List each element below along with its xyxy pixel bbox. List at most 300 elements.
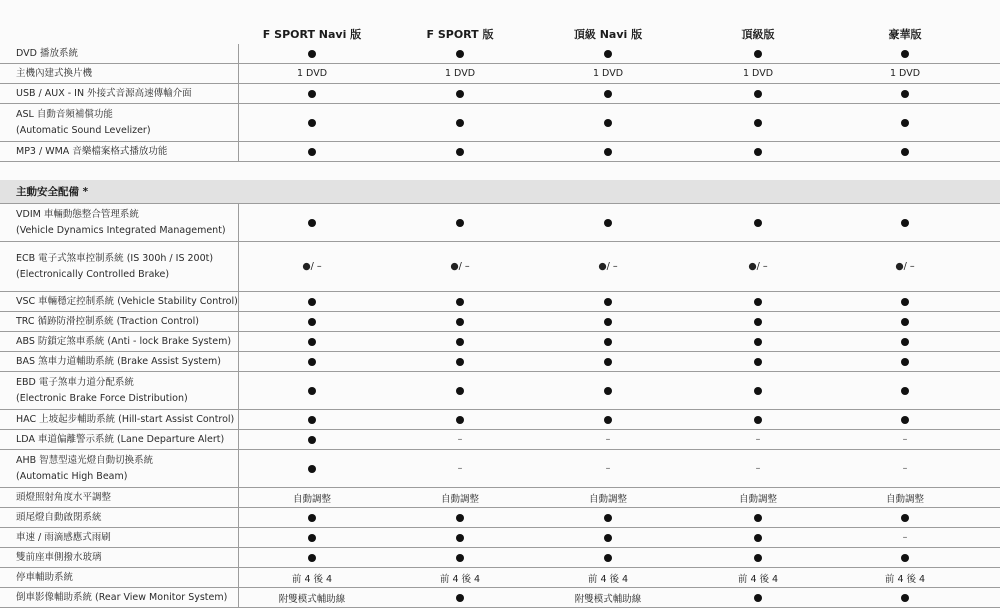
col-header-premium: 頂級版 bbox=[741, 28, 775, 41]
row-label-main: EBD 電子煞車力道分配系統 bbox=[16, 376, 134, 388]
row-label bbox=[16, 410, 238, 429]
column-divider bbox=[238, 450, 239, 487]
table-cell bbox=[835, 508, 975, 527]
col-header-fsport: F SPORT 版 bbox=[426, 28, 494, 41]
table-cell bbox=[538, 104, 678, 141]
cell-value: 1 DVD bbox=[742, 68, 774, 79]
row-label bbox=[16, 548, 238, 567]
standard-dot-icon bbox=[308, 514, 316, 522]
row-label bbox=[16, 104, 238, 141]
standard-dot-icon bbox=[901, 90, 909, 98]
table-cell bbox=[538, 204, 678, 241]
cell-value: 1 DVD bbox=[889, 68, 921, 79]
table-cell bbox=[390, 372, 530, 409]
cell-value: ●/ – bbox=[895, 261, 915, 272]
standard-dot-icon bbox=[308, 465, 316, 473]
cell-value: 前 4 後 4 bbox=[587, 573, 629, 585]
standard-dot-icon bbox=[901, 298, 909, 306]
table-cell bbox=[538, 372, 678, 409]
not-available-dash: – bbox=[755, 434, 761, 445]
standard-dot-icon bbox=[308, 219, 316, 227]
standard-dot-icon bbox=[754, 387, 762, 395]
row-label bbox=[16, 332, 238, 351]
row-label bbox=[16, 204, 238, 241]
table-cell bbox=[835, 548, 975, 567]
table-cell bbox=[688, 410, 828, 429]
table-cell bbox=[390, 528, 530, 547]
table-cell bbox=[688, 568, 828, 587]
not-available-dash: – bbox=[457, 434, 463, 445]
column-divider bbox=[238, 64, 239, 83]
table-cell bbox=[688, 242, 828, 291]
standard-dot-icon bbox=[901, 219, 909, 227]
column-divider bbox=[238, 142, 239, 161]
table-cell bbox=[538, 64, 678, 83]
standard-dot-icon bbox=[308, 298, 316, 306]
table-cell bbox=[835, 204, 975, 241]
table-cell bbox=[688, 292, 828, 311]
table-cell bbox=[538, 292, 678, 311]
table-cell bbox=[835, 568, 975, 587]
table-cell bbox=[538, 548, 678, 567]
row-label-main: 車速 / 雨滴感應式雨刷 bbox=[16, 531, 111, 543]
row-label bbox=[16, 44, 238, 63]
standard-dot-icon bbox=[308, 387, 316, 395]
cell-value: 前 4 後 4 bbox=[884, 573, 926, 585]
table-cell bbox=[835, 142, 975, 161]
column-divider bbox=[238, 352, 239, 371]
standard-dot-icon bbox=[754, 298, 762, 306]
cell-value: 附雙模式輔助線 bbox=[278, 593, 346, 605]
table-row bbox=[0, 332, 1000, 352]
table-row bbox=[0, 84, 1000, 104]
table-row bbox=[0, 352, 1000, 372]
table-row bbox=[0, 548, 1000, 568]
cell-value: ●/ – bbox=[598, 261, 618, 272]
table-cell bbox=[242, 488, 382, 507]
table-row bbox=[0, 64, 1000, 84]
table-cell bbox=[242, 84, 382, 103]
table-cell bbox=[390, 332, 530, 351]
table-cell bbox=[688, 142, 828, 161]
standard-dot-icon bbox=[754, 50, 762, 58]
standard-dot-icon bbox=[308, 119, 316, 127]
table-cell bbox=[390, 352, 530, 371]
cell-value: 1 DVD bbox=[296, 68, 328, 79]
cell-value: 自動調整 bbox=[738, 493, 777, 505]
cell-value: 自動調整 bbox=[588, 493, 627, 505]
standard-dot-icon bbox=[604, 318, 612, 326]
column-divider bbox=[238, 104, 239, 141]
table-cell bbox=[242, 548, 382, 567]
column-divider bbox=[238, 508, 239, 527]
table-row bbox=[0, 142, 1000, 162]
table-cell bbox=[538, 410, 678, 429]
table-row bbox=[0, 242, 1000, 292]
table-cell bbox=[242, 352, 382, 371]
table-cell bbox=[835, 292, 975, 311]
table-cell bbox=[242, 372, 382, 409]
standard-dot-icon bbox=[604, 416, 612, 424]
cell-value: 自動調整 bbox=[885, 493, 924, 505]
table-row bbox=[0, 568, 1000, 588]
row-label-main: DVD 播放系統 bbox=[16, 47, 78, 59]
standard-dot-icon bbox=[754, 219, 762, 227]
table-cell bbox=[835, 44, 975, 63]
row-label-main: ASL 自動音頻補償功能 bbox=[16, 108, 113, 120]
table-cell bbox=[538, 84, 678, 103]
cell-value: 自動調整 bbox=[292, 493, 331, 505]
standard-dot-icon bbox=[901, 338, 909, 346]
standard-dot-icon bbox=[308, 90, 316, 98]
table-cell bbox=[538, 312, 678, 331]
table-cell bbox=[688, 44, 828, 63]
table-cell bbox=[242, 292, 382, 311]
table-cell bbox=[538, 508, 678, 527]
table-cell bbox=[688, 488, 828, 507]
table-cell bbox=[835, 588, 975, 607]
table-cell bbox=[688, 430, 828, 449]
row-label-sub: (Vehicle Dynamics Integrated Management) bbox=[16, 224, 226, 236]
table-row bbox=[0, 44, 1000, 64]
table-row bbox=[0, 312, 1000, 332]
table-cell bbox=[688, 312, 828, 331]
table-cell bbox=[390, 84, 530, 103]
table-cell bbox=[538, 44, 678, 63]
table-cell bbox=[835, 332, 975, 351]
column-divider bbox=[238, 372, 239, 409]
standard-dot-icon bbox=[456, 358, 464, 366]
table-cell bbox=[390, 588, 530, 607]
table-cell bbox=[688, 104, 828, 141]
column-divider bbox=[238, 430, 239, 449]
table-cell bbox=[835, 242, 975, 291]
row-label-sub: (Automatic High Beam) bbox=[16, 470, 128, 482]
row-label-main: HAC 上坡起步輔助系統 (Hill-start Assist Control) bbox=[16, 413, 235, 425]
row-label bbox=[16, 142, 238, 161]
standard-dot-icon bbox=[754, 554, 762, 562]
standard-dot-icon bbox=[604, 219, 612, 227]
table-cell bbox=[390, 204, 530, 241]
row-label-main: 主機內建式換片機 bbox=[16, 67, 93, 79]
standard-dot-icon bbox=[754, 90, 762, 98]
table-cell bbox=[688, 450, 828, 487]
standard-dot-icon bbox=[456, 318, 464, 326]
row-label bbox=[16, 242, 238, 291]
row-label bbox=[16, 568, 238, 587]
table-cell bbox=[390, 44, 530, 63]
row-label-main: ECB 電子式煞車控制系統 (IS 300h / IS 200t) bbox=[16, 252, 214, 264]
table-cell bbox=[242, 332, 382, 351]
table-cell bbox=[538, 528, 678, 547]
table-cell bbox=[538, 430, 678, 449]
table-cell bbox=[390, 312, 530, 331]
table-row bbox=[0, 588, 1000, 608]
table-cell bbox=[242, 568, 382, 587]
standard-dot-icon bbox=[901, 358, 909, 366]
not-available-dash: – bbox=[902, 463, 908, 474]
column-divider bbox=[238, 588, 239, 607]
row-label-main: 停車輔助系統 bbox=[16, 571, 74, 583]
standard-dot-icon bbox=[754, 318, 762, 326]
table-cell bbox=[390, 410, 530, 429]
table-cell bbox=[390, 104, 530, 141]
standard-dot-icon bbox=[456, 554, 464, 562]
standard-dot-icon bbox=[456, 50, 464, 58]
cell-value: 1 DVD bbox=[444, 68, 476, 79]
table-cell bbox=[242, 588, 382, 607]
table-cell bbox=[390, 430, 530, 449]
table-cell bbox=[538, 332, 678, 351]
row-label-main: 頭燈照射角度水平調整 bbox=[16, 491, 112, 503]
table-row bbox=[0, 292, 1000, 312]
table-cell bbox=[688, 508, 828, 527]
cell-value: ●/ – bbox=[450, 261, 470, 272]
cell-value: 1 DVD bbox=[592, 68, 624, 79]
standard-dot-icon bbox=[456, 416, 464, 424]
cell-value: ●/ – bbox=[748, 261, 768, 272]
table-row bbox=[0, 488, 1000, 508]
column-header bbox=[0, 0, 1000, 44]
table-row bbox=[0, 104, 1000, 142]
table-cell bbox=[688, 352, 828, 371]
table-cell bbox=[688, 528, 828, 547]
row-label bbox=[16, 312, 238, 331]
column-divider bbox=[238, 84, 239, 103]
table-cell bbox=[688, 84, 828, 103]
table-cell bbox=[835, 450, 975, 487]
table-cell bbox=[242, 508, 382, 527]
standard-dot-icon bbox=[604, 534, 612, 542]
table-cell bbox=[242, 430, 382, 449]
table-cell bbox=[242, 312, 382, 331]
standard-dot-icon bbox=[456, 148, 464, 156]
table-cell bbox=[242, 450, 382, 487]
column-divider bbox=[238, 204, 239, 241]
table-row bbox=[0, 508, 1000, 528]
row-label bbox=[16, 292, 238, 311]
row-label-main: BAS 煞車力道輔助系統 (Brake Assist System) bbox=[16, 355, 221, 367]
row-label-sub: (Electronic Brake Force Distribution) bbox=[16, 392, 188, 404]
table-cell bbox=[242, 142, 382, 161]
standard-dot-icon bbox=[456, 338, 464, 346]
row-label-main: USB / AUX - IN 外接式音源高速傳輸介面 bbox=[16, 87, 192, 99]
row-label-main: AHB 智慧型遠光燈自動切換系統 bbox=[16, 454, 154, 466]
row-label-main: 頭尾燈自動啟閉系統 bbox=[16, 511, 102, 523]
standard-dot-icon bbox=[456, 514, 464, 522]
table-cell bbox=[242, 528, 382, 547]
row-label bbox=[16, 372, 238, 409]
table-row bbox=[0, 204, 1000, 242]
table-cell bbox=[835, 84, 975, 103]
standard-dot-icon bbox=[456, 90, 464, 98]
table-cell bbox=[538, 242, 678, 291]
table-cell bbox=[835, 488, 975, 507]
standard-dot-icon bbox=[308, 436, 316, 444]
table-cell bbox=[538, 588, 678, 607]
standard-dot-icon bbox=[308, 148, 316, 156]
row-label bbox=[16, 430, 238, 449]
not-available-dash: – bbox=[457, 463, 463, 474]
standard-dot-icon bbox=[604, 50, 612, 58]
table-cell bbox=[390, 508, 530, 527]
cell-value: 自動調整 bbox=[440, 493, 479, 505]
row-label bbox=[16, 528, 238, 547]
table-cell bbox=[390, 548, 530, 567]
row-label-main: ABS 防鎖定煞車系統 (Anti - lock Brake System) bbox=[16, 335, 232, 347]
row-label bbox=[16, 588, 238, 607]
table-cell bbox=[835, 410, 975, 429]
section-title: 主動安全配備 * bbox=[16, 186, 89, 198]
standard-dot-icon bbox=[901, 148, 909, 156]
spec-table bbox=[0, 44, 1000, 608]
row-label bbox=[16, 508, 238, 527]
standard-dot-icon bbox=[308, 416, 316, 424]
standard-dot-icon bbox=[308, 318, 316, 326]
table-cell bbox=[835, 64, 975, 83]
standard-dot-icon bbox=[604, 387, 612, 395]
column-divider bbox=[238, 312, 239, 331]
row-label bbox=[16, 64, 238, 83]
table-row bbox=[0, 372, 1000, 410]
standard-dot-icon bbox=[604, 514, 612, 522]
standard-dot-icon bbox=[754, 119, 762, 127]
standard-dot-icon bbox=[901, 119, 909, 127]
table-cell bbox=[835, 528, 975, 547]
table-cell bbox=[688, 548, 828, 567]
table-cell bbox=[688, 372, 828, 409]
standard-dot-icon bbox=[604, 90, 612, 98]
column-divider bbox=[238, 410, 239, 429]
table-cell bbox=[538, 352, 678, 371]
table-cell bbox=[688, 64, 828, 83]
table-cell bbox=[390, 64, 530, 83]
standard-dot-icon bbox=[604, 298, 612, 306]
standard-dot-icon bbox=[308, 358, 316, 366]
cell-value: 附雙模式輔助線 bbox=[574, 593, 642, 605]
row-label bbox=[16, 352, 238, 371]
standard-dot-icon bbox=[456, 594, 464, 602]
row-label-sub: (Automatic Sound Levelizer) bbox=[16, 124, 151, 136]
table-cell bbox=[242, 64, 382, 83]
standard-dot-icon bbox=[456, 219, 464, 227]
standard-dot-icon bbox=[901, 554, 909, 562]
table-cell bbox=[538, 488, 678, 507]
standard-dot-icon bbox=[308, 534, 316, 542]
column-divider bbox=[238, 44, 239, 63]
col-header-luxury: 豪華版 bbox=[888, 28, 922, 41]
table-cell bbox=[390, 568, 530, 587]
table-cell bbox=[390, 488, 530, 507]
column-divider bbox=[238, 242, 239, 291]
not-available-dash: – bbox=[902, 532, 908, 543]
standard-dot-icon bbox=[754, 148, 762, 156]
standard-dot-icon bbox=[754, 416, 762, 424]
row-label-main: 倒車影像輔助系統 (Rear View Monitor System) bbox=[16, 591, 228, 603]
table-cell bbox=[835, 372, 975, 409]
table-row bbox=[0, 528, 1000, 548]
table-row bbox=[0, 410, 1000, 430]
table-cell bbox=[390, 142, 530, 161]
standard-dot-icon bbox=[901, 387, 909, 395]
standard-dot-icon bbox=[308, 554, 316, 562]
standard-dot-icon bbox=[901, 594, 909, 602]
standard-dot-icon bbox=[754, 594, 762, 602]
table-cell bbox=[242, 410, 382, 429]
table-cell bbox=[835, 430, 975, 449]
col-header-premium-navi: 頂級 Navi 版 bbox=[573, 28, 643, 41]
table-cell bbox=[538, 568, 678, 587]
table-cell bbox=[688, 204, 828, 241]
table-cell bbox=[242, 204, 382, 241]
row-label-main: VSC 車輛穩定控制系統 (Vehicle Stability Control) bbox=[16, 295, 238, 307]
standard-dot-icon bbox=[754, 514, 762, 522]
standard-dot-icon bbox=[901, 416, 909, 424]
col-header-fsport-navi: F SPORT Navi 版 bbox=[262, 28, 362, 41]
standard-dot-icon bbox=[308, 50, 316, 58]
cell-value: ●/ – bbox=[302, 261, 322, 272]
row-label-main: VDIM 車輛動態整合管理系統 bbox=[16, 208, 139, 220]
standard-dot-icon bbox=[604, 338, 612, 346]
table-cell bbox=[538, 142, 678, 161]
table-cell bbox=[242, 104, 382, 141]
standard-dot-icon bbox=[308, 338, 316, 346]
standard-dot-icon bbox=[754, 338, 762, 346]
standard-dot-icon bbox=[754, 534, 762, 542]
standard-dot-icon bbox=[754, 358, 762, 366]
column-divider bbox=[238, 568, 239, 587]
table-cell bbox=[390, 292, 530, 311]
row-label-main: TRC 循跡防滑控制系統 (Traction Control) bbox=[16, 315, 199, 327]
column-divider bbox=[238, 548, 239, 567]
column-divider bbox=[238, 292, 239, 311]
row-label-sub: (Electronically Controlled Brake) bbox=[16, 268, 170, 280]
standard-dot-icon bbox=[456, 534, 464, 542]
row-label-main: 雙前座車側撥水玻璃 bbox=[16, 551, 102, 563]
table-cell bbox=[242, 242, 382, 291]
row-label-main: LDA 車道偏離警示系統 (Lane Departure Alert) bbox=[16, 433, 225, 445]
standard-dot-icon bbox=[901, 318, 909, 326]
standard-dot-icon bbox=[604, 119, 612, 127]
table-cell bbox=[835, 352, 975, 371]
cell-value: 前 4 後 4 bbox=[439, 573, 481, 585]
table-cell bbox=[390, 450, 530, 487]
table-row bbox=[0, 450, 1000, 488]
standard-dot-icon bbox=[604, 358, 612, 366]
table-cell bbox=[390, 242, 530, 291]
standard-dot-icon bbox=[456, 298, 464, 306]
standard-dot-icon bbox=[456, 387, 464, 395]
table-cell bbox=[688, 332, 828, 351]
table-cell bbox=[835, 312, 975, 331]
table-cell bbox=[242, 44, 382, 63]
row-label bbox=[16, 450, 238, 487]
standard-dot-icon bbox=[604, 554, 612, 562]
table-cell bbox=[538, 450, 678, 487]
not-available-dash: – bbox=[755, 463, 761, 474]
row-label bbox=[16, 84, 238, 103]
row-label bbox=[16, 488, 238, 507]
standard-dot-icon bbox=[901, 514, 909, 522]
row-label-main: MP3 / WMA 音樂檔案格式播放功能 bbox=[16, 145, 168, 157]
column-divider bbox=[238, 488, 239, 507]
standard-dot-icon bbox=[901, 50, 909, 58]
not-available-dash: – bbox=[605, 463, 611, 474]
column-divider bbox=[238, 332, 239, 351]
table-row bbox=[0, 430, 1000, 450]
cell-value: 前 4 後 4 bbox=[291, 573, 333, 585]
column-divider bbox=[238, 528, 239, 547]
